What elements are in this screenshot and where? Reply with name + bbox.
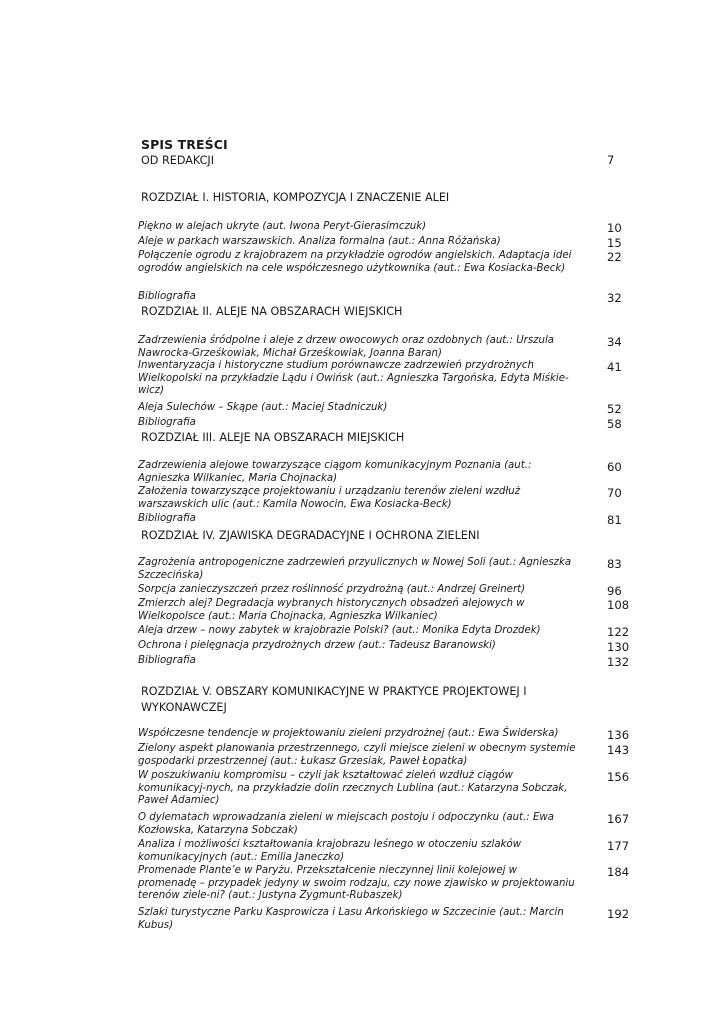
toc-entry: Inwentaryzacja i historyczne studium porównawcze zadrzewień przydrożnych Wielkopolski na przykładzie Lądu i Owińsk (aut.: Agnieszka Targońska, Edyta Miśkie-wicz) — [138, 360, 569, 396]
chapter-2-title: ROZDZIAŁ II. ALEJE NA OBSZARACH WIEJSKICH — [141, 305, 403, 318]
toc-entry-page: 192 — [607, 907, 630, 921]
toc-entry-page: 81 — [607, 513, 622, 527]
toc-entry: Zadrzewienia alejowe towarzyszące ciągom komunikacyjnym Poznania (aut.: Agnieszka Wilkaniec, Maria Chojnacka) — [138, 460, 532, 484]
chapter-5-title: ROZDZIAŁ V. OBSZARY KOMUNIKACYJNE W PRAKTYCE PROJEKTOWEJ I WYKONAWCZEJ — [141, 685, 527, 714]
toc-entry: Założenia towarzyszące projektowaniu i urządzaniu terenów zieleni wzdłuż warszawskich ulic (aut.: Kamila Nowocin, Ewa Kosiacka-Beck) — [138, 486, 521, 510]
toc-entry: Aleja Sulechów – Skąpe (aut.: Maciej Stadniczuk) — [138, 402, 388, 413]
toc-entry: Piękno w alejach ukryte (aut. Iwona Peryt-Gierasimczuk) — [138, 221, 427, 232]
toc-entry: Zmierzch alej? Degradacja wybranych historycznych obsadzeń alejowych w Wielkopolsce (aut.: Maria Chojnacka, Agnieszka Wilkaniec) — [138, 598, 525, 622]
toc-entry-page: 15 — [607, 236, 622, 250]
toc-entry: Bibliografia — [138, 291, 196, 302]
toc-entry: Zielony aspekt planowania przestrzennego, czyli miejsce zieleni w obecnym systemie gospodarki przestrzennej (aut.: Łukasz Grzesiak, Paweł Łopatka) — [138, 743, 576, 767]
toc-entry: Bibliografia — [138, 655, 196, 666]
toc-title: SPIS TREŚCI — [141, 137, 228, 152]
toc-entry: Analiza i możliwości kształtowania krajobrazu leśnego w otoczeniu szlaków komunikacyjnych (aut.: Emilia Janeczko) — [138, 839, 522, 863]
toc-entry-page: 60 — [607, 460, 622, 474]
chapter-3-title: ROZDZIAŁ III. ALEJE NA OBSZARACH MIEJSKICH — [141, 431, 405, 444]
toc-entry: Zadrzewienia śródpolne i aleje z drzew owocowych oraz ozdobnych (aut.: Urszula Nawrocka-Grześkowiak, Michał Grześkowiak, Joanna Baran) — [138, 335, 555, 359]
toc-entry-page: 156 — [607, 770, 630, 784]
toc-entry-page: 96 — [607, 584, 622, 598]
editorial-label: OD REDAKCJI — [141, 154, 215, 167]
toc-entry: Zagrożenia antropogeniczne zadrzewień przyulicznych w Nowej Soli (aut.: Agnieszka Szczecińska) — [138, 557, 572, 581]
chapter-1-title: ROZDZIAŁ I. HISTORIA, KOMPOZYCJA I ZNACZENIE ALEI — [141, 191, 450, 204]
toc-entry: Połączenie ogrodu z krajobrazem na przykładzie ogrodów angielskich. Adaptacja idei ogrodów angielskich na cele współczesnego użytkownika (aut.: Ewa Kosiacka-Beck) — [138, 250, 572, 274]
toc-entry: Aleja drzew – nowy zabytek w krajobrazie Polski? (aut.: Monika Edyta Drozdek) — [138, 625, 541, 636]
toc-entry-page: 132 — [607, 655, 630, 669]
toc-entry-page: 122 — [607, 625, 630, 639]
toc-entry: Aleje w parkach warszawskich. Analiza formalna (aut.: Anna Różańska) — [138, 236, 501, 247]
toc-entry: O dylematach wprowadzania zieleni w miejscach postoju i odpoczynku (aut.: Ewa Kozłowska, Katarzyna Sobczak) — [138, 812, 554, 836]
toc-entry-page: 130 — [607, 640, 630, 654]
toc-entry-page: 83 — [607, 557, 622, 571]
toc-entry-page: 136 — [607, 728, 630, 742]
chapter-4-title: ROZDZIAŁ IV. ZJAWISKA DEGRADACYJNE I OCHRONA ZIELENI — [141, 529, 480, 542]
toc-entry: Szlaki turystyczne Parku Kasprowicza i Lasu Arkońskiego w Szczecinie (aut.: Marcin Kubus) — [138, 907, 564, 931]
editorial-page: 7 — [607, 153, 615, 167]
toc-entry-page: 52 — [607, 402, 622, 416]
toc-entry: Ochrona i pielęgnacja przydrożnych drzew (aut.: Tadeusz Baranowski) — [138, 640, 496, 651]
toc-entry: Bibliografia — [138, 513, 196, 524]
toc-entry-page: 58 — [607, 417, 622, 431]
toc-entry: Promenade Plante’e w Paryżu. Przekształcenie nieczynnej linii kolejowej w promenadę – przypadek jedyny w swoim rodzaju, czy nowe zjawisko w projektowaniu terenów ziele-ni? (aut.: Justyna Zygmunt-Rubaszek) — [138, 865, 575, 901]
toc-entry-page: 10 — [607, 221, 622, 235]
toc-entry: Bibliografia — [138, 417, 196, 428]
toc-entry-page: 177 — [607, 839, 630, 853]
toc-entry-page: 34 — [607, 335, 622, 349]
toc-entry: Sorpcja zanieczyszczeń przez roślinność przydrożną (aut.: Andrzej Greinert) — [138, 584, 526, 595]
toc-entry-page: 184 — [607, 865, 630, 879]
toc-entry-page: 143 — [607, 743, 630, 757]
toc-entry: W poszukiwaniu kompromisu – czyli jak kształtować zieleń wzdłuż ciągów komunikacyj-nych, na przykładzie dolin rzecznych Lublina (aut.: Katarzyna Sobczak, Paweł Adamiec) — [138, 770, 568, 806]
toc-entry-page: 70 — [607, 486, 622, 500]
toc-entry-page: 108 — [607, 598, 630, 612]
toc-entry: Współczesne tendencje w projektowaniu zieleni przydrożnej (aut.: Ewa Świderska) — [138, 728, 559, 739]
toc-entry-page: 32 — [607, 291, 622, 305]
toc-entry-page: 41 — [607, 360, 622, 374]
toc-entry-page: 167 — [607, 812, 630, 826]
toc-entry-page: 22 — [607, 250, 622, 264]
